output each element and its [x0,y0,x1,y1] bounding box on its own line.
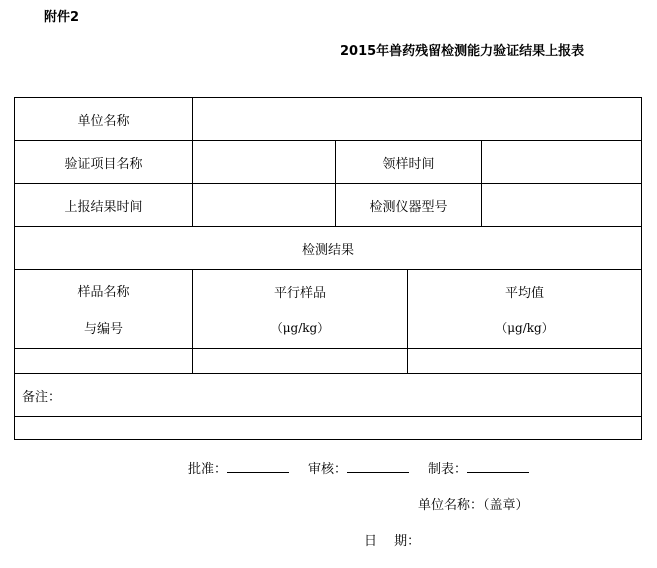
parallel-sample-unit: （μg/kg） [270,321,330,335]
sample-name-header-line2: 与编号 [83,322,123,337]
prepared-signature [428,458,529,477]
approve-signature [188,458,289,477]
form-title: 2015年兽药残留检测能力验证结果上报表 [340,44,585,59]
remarks-extra-field[interactable] [15,417,641,439]
remarks-label: 备注： [22,389,62,405]
sample-receive-time-field[interactable] [482,141,641,183]
approve-label: 批准： [188,462,228,477]
results-heading: 检测结果 [301,242,354,258]
unit-name-label: 单位名称 [77,113,130,129]
average-header [408,270,641,348]
sample-name-field[interactable] [15,349,192,373]
parallel-sample-header [193,270,407,348]
average-field[interactable] [408,349,641,373]
sample-name-header-line1: 样品名称 [77,285,130,300]
project-name-label: 验证项目名称 [64,156,143,172]
prepared-label: 制表： [428,462,468,477]
report-time-field[interactable] [193,184,335,226]
instrument-model-label: 检测仪器型号 [369,199,448,215]
attachment-label: 附件2 [44,10,80,25]
unit-seal-label: 单位名称：（盖章） [418,498,529,513]
approve-blank[interactable] [227,460,289,473]
sample-name-header [15,270,192,348]
average-unit: （μg/kg） [495,321,554,335]
prepared-blank[interactable] [467,460,529,473]
report-form-table [14,97,642,440]
parallel-sample-field[interactable] [193,349,407,373]
review-signature [308,458,409,477]
review-label: 审核： [308,462,348,477]
review-blank[interactable] [347,460,409,473]
unit-name-field[interactable] [193,98,641,140]
sample-receive-time-label: 领样时间 [382,156,435,172]
instrument-model-field[interactable] [482,184,641,226]
average-label: 平均值 [504,286,544,301]
date-label: 日 期： [364,534,421,549]
project-name-field[interactable] [193,141,335,183]
report-time-label: 上报结果时间 [64,199,143,215]
parallel-sample-label: 平行样品 [273,286,326,301]
